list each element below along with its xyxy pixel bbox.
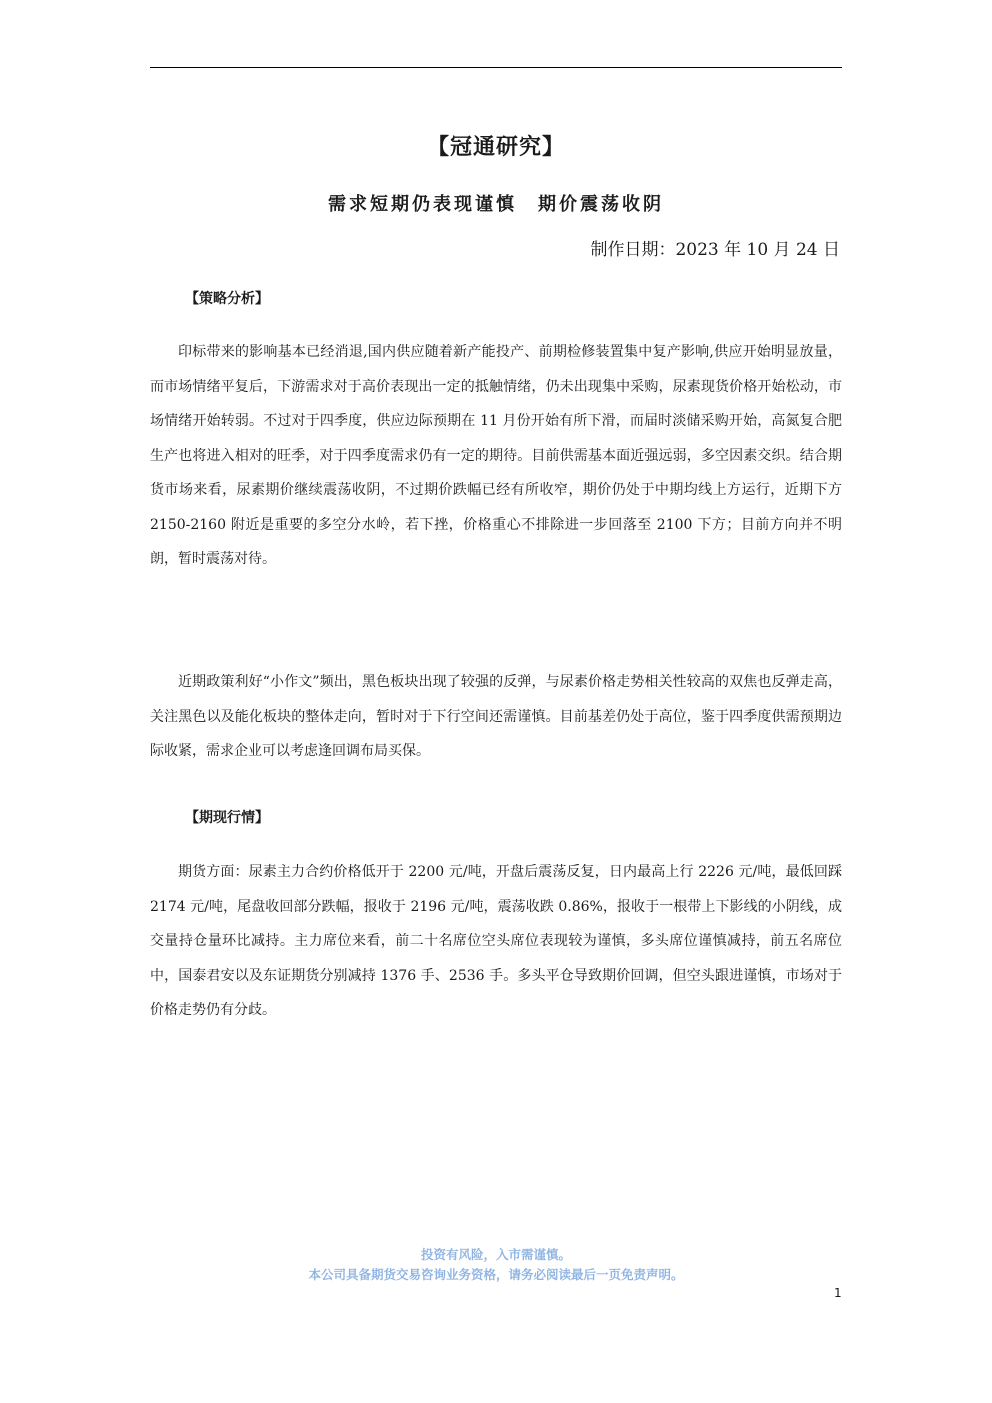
page-number: 1 — [834, 1286, 842, 1300]
market-paragraph-1: 期货方面：尿素主力合约价格低开于 2200 元/吨，开盘后震荡反复，日内最高上行 2226 元/吨，最低回踩 2174 元/吨，尾盘收回部分跌幅，报收于 2196 元/吨，震荡收跌 0.86%，报收于一根带上下影线的小阴线，成交量持仓量环比减持。主力席位来看，前二十名席位空头席位表现较为谨慎，多头席位谨慎减持，前五名席位中，国泰君安以及东证期货分别减持 1376 手、2536 手。多头平仓导致期价回调，但空头跟进谨慎，市场对于价格走势仍有分歧。 — [150, 864, 842, 1018]
strategy-paragraph-2: 近期政策利好“小作文”频出，黑色板块出现了较强的反弹，与尿素价格走势相关性较高的双焦也反弹走高，关注黑色以及能化板块的整体走向，暂时对于下行空间还需谨慎。目前基差仍处于高位，鉴于四季度供需预期边际收紧，需求企业可以考虑逢回调布局买保。 — [150, 674, 842, 759]
brand-title: 【冠通研究】 — [426, 135, 565, 160]
section-heading-market: 【期现行情】 — [185, 810, 269, 826]
risk-warning: 投资有风险，入市需谨慎。 — [420, 1247, 571, 1262]
report-title: 需求短期仍表现谨慎 期价震荡收阴 — [328, 194, 664, 215]
report-date: 制作日期：2023 年 10 月 24 日 — [590, 240, 840, 260]
section-heading-strategy: 【策略分析】 — [185, 291, 269, 307]
disclaimer-note: 本公司具备期货交易咨询业务资格，请务必阅读最后一页免责声明。 — [308, 1267, 684, 1282]
header-rule — [150, 67, 842, 68]
strategy-paragraph-1: 印标带来的影响基本已经消退,国内供应随着新产能投产、前期检修装置集中复产影响,供应开始明显放量，而市场情绪平复后，下游需求对于高价表现出一定的抵触情绪，仍未出现集中采购，尿素现货价格开始松动，市场情绪开始转弱。不过对于四季度，供应边际预期在 11 月份开始有所下滑，而届时淡储采购开始，高氮复合肥生产也将进入相对的旺季，对于四季度需求仍有一定的期待。目前供需基本面近强远弱，多空因素交织。结合期货市场来看，尿素期价继续震荡收阴，不过期价跌幅已经有所收窄，期价仍处于中期均线上方运行，近期下方 2150-2160 附近是重要的多空分水岭，若下挫，价格重心不排除进一步回落至 2100 下方；目前方向并不明朗，暂时震荡对待。 — [150, 344, 842, 567]
